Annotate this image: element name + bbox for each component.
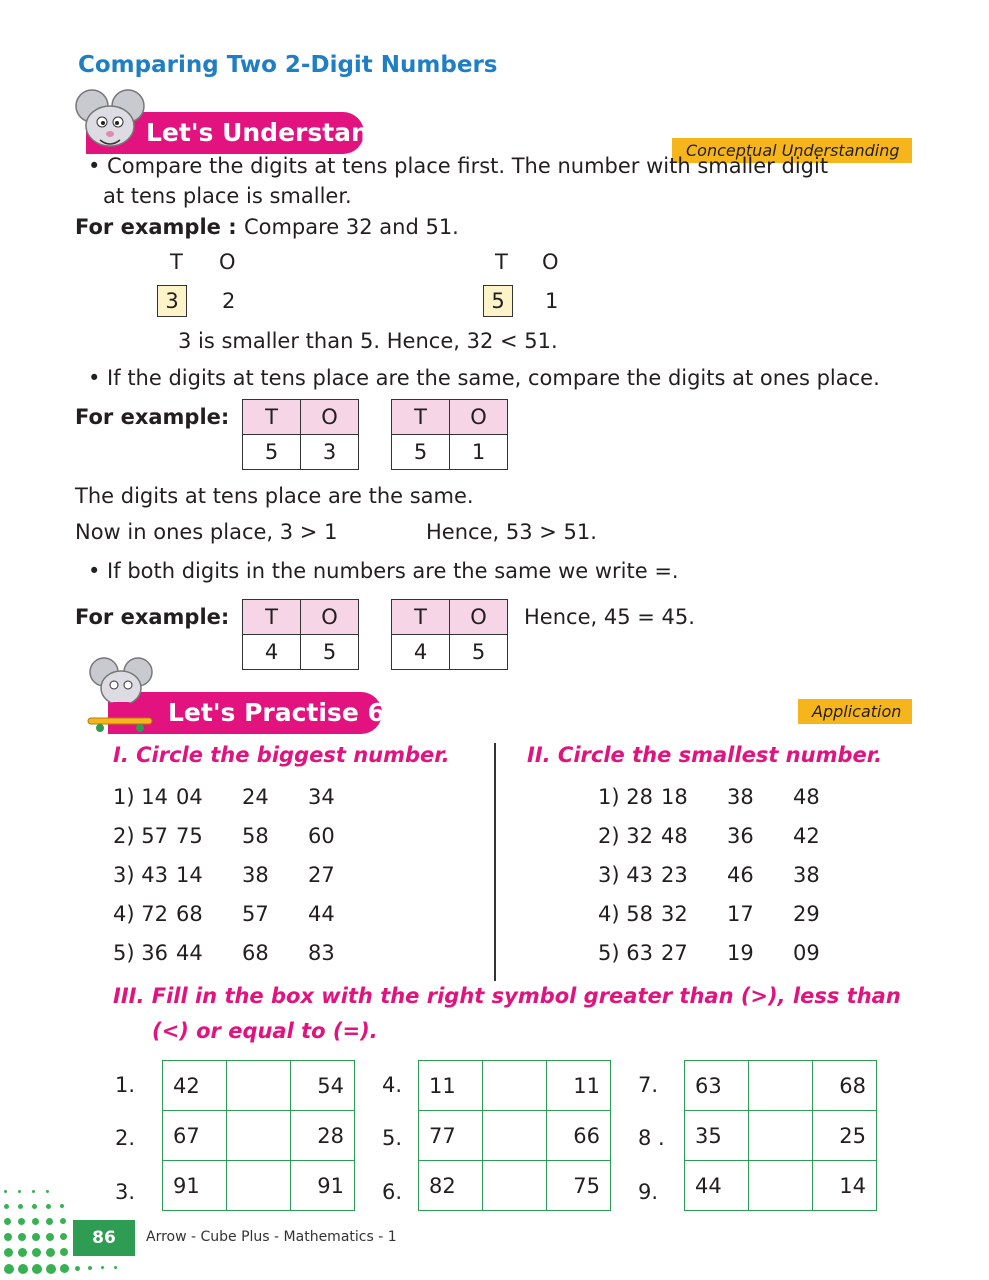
section-3-line-1: III. Fill in the box with the right symbol greater than (>), less than (113, 984, 901, 1008)
item-number: 1. (115, 1073, 136, 1097)
ones-cell: 5 (450, 635, 508, 670)
example-1 (75, 213, 459, 241)
ones-cell: 1 (450, 435, 508, 470)
section-2-title: II. Circle the smallest number. (527, 743, 883, 767)
right-number: 28 (291, 1111, 355, 1161)
t-header: T (243, 600, 301, 635)
bullet-3: • If both digits in the numbers are the same we write =. (88, 559, 679, 583)
number-option[interactable]: 3) 43 (113, 863, 168, 887)
ex2-table-b (391, 399, 508, 470)
number-option[interactable]: 75 (176, 824, 203, 848)
number-option[interactable]: 24 (242, 785, 269, 809)
left-number: 67 (163, 1111, 227, 1161)
t-header: T (392, 600, 450, 635)
number-option[interactable]: 68 (176, 902, 203, 926)
ones-cell: 3 (301, 435, 359, 470)
answer-box[interactable] (227, 1061, 291, 1111)
answer-box[interactable] (483, 1111, 547, 1161)
left-number: 44 (685, 1161, 749, 1211)
banner-label: Let's Understand (146, 118, 387, 147)
number-option[interactable]: 44 (176, 941, 203, 965)
section-3-line-2: (<) or equal to (=). (152, 1019, 378, 1043)
number-option[interactable]: 27 (661, 941, 688, 965)
column-divider (494, 743, 496, 981)
number-option[interactable]: 29 (793, 902, 820, 926)
o-header: O (450, 600, 508, 635)
ex1-a-tens-box (157, 285, 187, 317)
number-option[interactable]: 46 (727, 863, 754, 887)
number-option[interactable]: 38 (793, 863, 820, 887)
list-item (598, 783, 859, 822)
number-option[interactable]: 60 (308, 824, 335, 848)
number-option[interactable]: 38 (727, 785, 754, 809)
left-number: 82 (419, 1161, 483, 1211)
list-item (598, 900, 859, 939)
number-option[interactable]: 1) 28 (598, 785, 653, 809)
list-item (598, 822, 859, 861)
ex1-b-t-header: T (495, 250, 508, 274)
ex1-b-tens: 5 (483, 285, 513, 317)
list-item (113, 900, 374, 939)
item-number: 9. (638, 1180, 659, 1204)
tens-cell: 4 (243, 635, 301, 670)
list-item (598, 861, 859, 900)
ones-cell: 5 (301, 635, 359, 670)
fill-table-2 (418, 1060, 611, 1211)
ex2-line-2: Now in ones place, 3 > 1 (75, 520, 338, 544)
number-option[interactable]: 5) 36 (113, 941, 168, 965)
mouse-mascot-icon (70, 86, 150, 158)
left-number: 77 (419, 1111, 483, 1161)
item-number: 7. (638, 1073, 659, 1097)
number-option[interactable]: 18 (661, 785, 688, 809)
tens-cell: 5 (392, 435, 450, 470)
section-1-list (113, 783, 374, 978)
number-option[interactable]: 19 (727, 941, 754, 965)
t-header: T (243, 400, 301, 435)
number-option[interactable]: 2) 32 (598, 824, 653, 848)
bullet-2: • If the digits at tens place are the same, compare the digits at ones place. (88, 366, 880, 390)
answer-box[interactable] (227, 1161, 291, 1211)
example-2-label: For example: (75, 405, 230, 429)
bullet-1-line-2: at tens place is smaller. (103, 184, 352, 208)
application-tag: Application (798, 699, 912, 724)
book-title: Arrow - Cube Plus - Mathematics - 1 (146, 1229, 397, 1245)
number-option[interactable]: 3) 43 (598, 863, 653, 887)
fill-table-1 (162, 1060, 355, 1211)
ex1-a-ones: 2 (222, 289, 236, 313)
list-item (113, 783, 374, 822)
right-number: 68 (813, 1061, 877, 1111)
ex2-line-2b: Hence, 53 > 51. (426, 520, 597, 544)
answer-box[interactable] (227, 1111, 291, 1161)
o-header: O (301, 400, 359, 435)
page-number: 86 (73, 1220, 135, 1256)
ex3-table-a (242, 599, 359, 670)
right-number: 25 (813, 1111, 877, 1161)
list-item (113, 939, 374, 978)
number-option[interactable]: 42 (793, 824, 820, 848)
ex2-table-a (242, 399, 359, 470)
number-option[interactable]: 58 (242, 824, 269, 848)
ex1-b-tens-box (483, 285, 513, 317)
banner-label: Let's Practise 6.5 (168, 698, 412, 727)
item-number: 3. (115, 1180, 136, 1204)
number-option[interactable]: 48 (661, 824, 688, 848)
t-header: T (392, 400, 450, 435)
number-option[interactable]: 34 (308, 785, 335, 809)
item-number: 6. (382, 1180, 403, 1204)
number-option[interactable]: 1) 14 (113, 785, 168, 809)
number-option[interactable]: 17 (727, 902, 754, 926)
example-3-label: For example: (75, 605, 230, 629)
tens-cell: 4 (392, 635, 450, 670)
answer-box[interactable] (483, 1161, 547, 1211)
number-option[interactable]: 09 (793, 941, 820, 965)
left-number: 11 (419, 1061, 483, 1111)
number-option[interactable]: 04 (176, 785, 203, 809)
list-item (113, 861, 374, 900)
ex1-conclusion: 3 is smaller than 5. Hence, 32 < 51. (178, 329, 558, 353)
right-number: 75 (547, 1161, 611, 1211)
left-number: 35 (685, 1111, 749, 1161)
number-option[interactable]: 83 (308, 941, 335, 965)
left-number: 63 (685, 1061, 749, 1111)
ex3-table-b (391, 599, 508, 670)
ex1-b-ones: 1 (545, 289, 559, 313)
number-option[interactable]: 36 (727, 824, 754, 848)
item-number: 4. (382, 1073, 403, 1097)
ex2-line-1: The digits at tens place are the same. (75, 484, 474, 508)
ex1-a-o-header: O (219, 250, 236, 274)
number-option[interactable]: 68 (242, 941, 269, 965)
o-header: O (301, 600, 359, 635)
item-number: 2. (115, 1126, 136, 1150)
conceptual-understanding-tag: Conceptual Understanding (672, 138, 912, 163)
section-2-list (598, 783, 859, 978)
tens-cell: 5 (243, 435, 301, 470)
number-option[interactable]: 32 (661, 902, 688, 926)
answer-box[interactable] (749, 1111, 813, 1161)
o-header: O (450, 400, 508, 435)
ex3-conclusion: Hence, 45 = 45. (524, 605, 695, 629)
ex1-a-tens: 3 (157, 285, 187, 317)
answer-box[interactable] (749, 1161, 813, 1211)
right-number: 54 (291, 1061, 355, 1111)
answer-box[interactable] (749, 1061, 813, 1111)
ex1-b-o-header: O (542, 250, 559, 274)
number-option[interactable]: 4) 72 (113, 902, 168, 926)
left-number: 91 (163, 1161, 227, 1211)
number-option[interactable]: 38 (242, 863, 269, 887)
number-option[interactable]: 2) 57 (113, 824, 168, 848)
right-number: 91 (291, 1161, 355, 1211)
answer-box[interactable] (483, 1061, 547, 1111)
item-number: 8 . (638, 1126, 665, 1150)
fill-table-3 (684, 1060, 877, 1211)
number-option[interactable]: 44 (308, 902, 335, 926)
right-number: 66 (547, 1111, 611, 1161)
number-option[interactable]: 48 (793, 785, 820, 809)
left-number: 42 (163, 1061, 227, 1111)
number-option[interactable]: 23 (661, 863, 688, 887)
example-1-label: For example : (75, 215, 244, 239)
ex1-a-t-header: T (170, 250, 183, 274)
page-title: Comparing Two 2-Digit Numbers (78, 52, 498, 78)
example-1-text: Compare 32 and 51. (243, 215, 459, 239)
skateboard-mouse-icon (82, 654, 162, 734)
number-option[interactable]: 27 (308, 863, 335, 887)
bullet-1-line-1: • Compare the digits at tens place first. The number with smaller digit (88, 154, 829, 178)
number-option[interactable]: 57 (242, 902, 269, 926)
number-option[interactable]: 5) 63 (598, 941, 653, 965)
right-number: 11 (547, 1061, 611, 1111)
right-number: 14 (813, 1161, 877, 1211)
number-option[interactable]: 4) 58 (598, 902, 653, 926)
item-number: 5. (382, 1126, 403, 1150)
number-option[interactable]: 14 (176, 863, 203, 887)
section-1-title: I. Circle the biggest number. (113, 743, 450, 767)
list-item (598, 939, 859, 978)
list-item (113, 822, 374, 861)
